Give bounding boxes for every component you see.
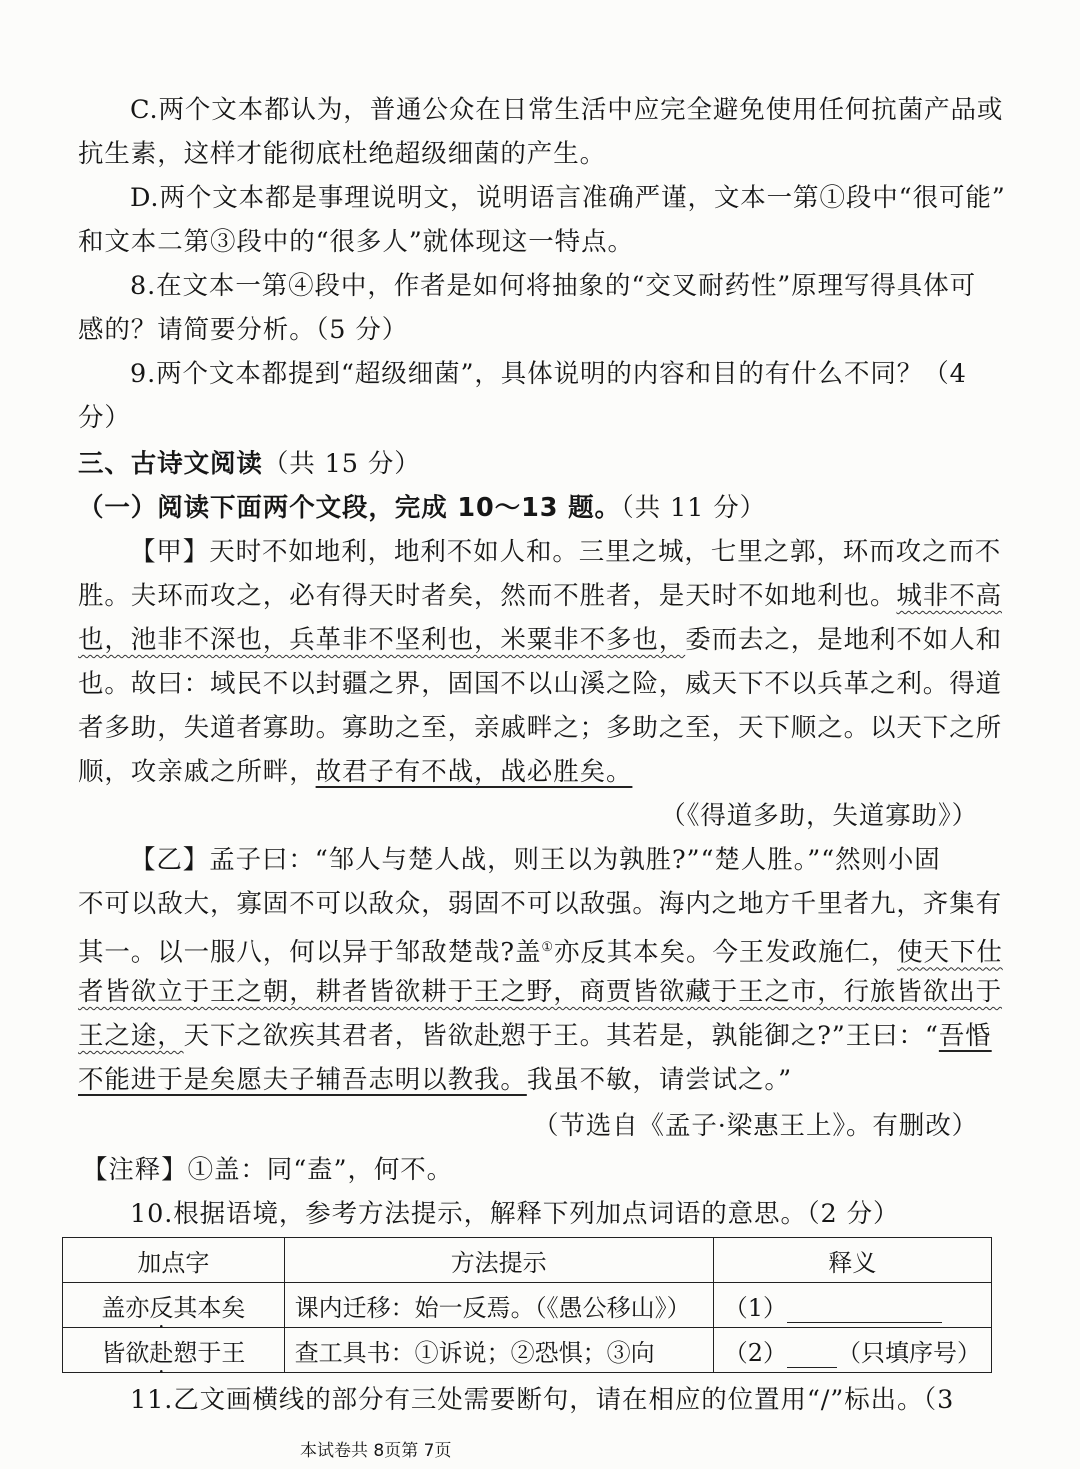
yi-line1: 【乙】孟子曰：“邹人与楚人战，则王以为孰胜?”“楚人胜。”“然则小固 [130, 845, 941, 875]
yi-wavy-text-2: 者皆欲立于王之朝，耕者皆欲耕于王之野，商贾皆欲藏于王之市，行旅皆欲出于 [78, 977, 1003, 1007]
table-row [63, 1328, 992, 1373]
yi-line3-text-a: 其一。以一服八，何以异于邹敌楚哉? [78, 937, 515, 968]
yi-line4 [78, 970, 1003, 1014]
q8-line2: 感的？请简要分析。（5 分） [78, 315, 409, 345]
section3-subheading [78, 486, 998, 530]
row2-word-a: 皆欲 [101, 1338, 150, 1367]
yi-line5-text-b: 于王。其若是，孰能御之?”王曰：“ [526, 1021, 939, 1051]
yi-line3-text-c: 其本矣。今王发政施仁， [606, 937, 898, 968]
dotted-word-fusu: 赴愬 [474, 1021, 527, 1051]
row1-hint: 课内迁移：始一反焉。（《愚公移山》） [284, 1283, 713, 1328]
row2-word [63, 1328, 285, 1373]
q9-line1: 9.两个文本都提到“超级细菌”，具体说明的内容和目的有什么不同？（4 [130, 359, 967, 389]
jia-wavy-text-1: 城非不高 [896, 581, 1003, 611]
row2-answer-blank[interactable] [787, 1343, 837, 1368]
row2-answer [713, 1328, 991, 1373]
row2-hint: 查工具书：①诉说；②恐惧；③向 [284, 1328, 713, 1373]
table-header-word: 加点字 [63, 1238, 285, 1283]
jia-line2 [78, 574, 1003, 618]
q7-option-c-line2: 抗生素，这样才能彻底杜绝超级细菌的产生。 [78, 139, 607, 169]
table-header-hint: 方法提示 [284, 1238, 713, 1283]
q11-line1: 11.乙文画横线的部分有三处需要断句，请在相应的位置用“/”标出。（3 [130, 1385, 955, 1415]
q10-prompt: 10.根据语境，参考方法提示，解释下列加点词语的意思。（2 分） [130, 1199, 900, 1229]
q7-option-c-line1: C.两个文本都认为，普通公众在日常生活中应完全避免使用任何抗菌产品或 [130, 95, 1004, 125]
subsection1-score: （共 11 分） [620, 493, 767, 523]
jia-source: （《得道多助，失道寡助》） [660, 801, 978, 831]
row1-answer-blank[interactable] [787, 1298, 942, 1323]
row2-word-b: 愬于王 [173, 1338, 246, 1367]
table-header-meaning: 释义 [713, 1238, 991, 1283]
yi-line2: 不可以敌大，寡固不可以敌众，弱固不可以敌强。海内之地方千里者九，齐集有 [78, 889, 1003, 919]
q7-option-d-line2: 和文本二第③段中的“很多人”就体现这一特点。 [78, 227, 634, 257]
row2-answer-note: （只填序号） [836, 1338, 981, 1367]
yi-line3 [78, 926, 1003, 970]
yi-line5-text-a: 天下之欲疾其君者，皆欲 [183, 1021, 475, 1051]
jia-line3-text: 委而去之，是地利不如人和 [685, 625, 1003, 655]
jia-line3 [78, 618, 1003, 662]
yi-underlined-text-1: 吾惛 [938, 1021, 992, 1051]
jia-line2-text: 胜。夫环而攻之，必有得天时者矣，然而不胜者，是天时不如地利也。 [78, 581, 897, 611]
yi-gai: 盖 [514, 937, 542, 968]
q8-line1: 8.在文本一第④段中，作者是如何将抽象的“交叉耐药性”原理写得具体可 [130, 271, 977, 301]
dotted-word-fan: 反 [580, 937, 607, 968]
yi-source: （节选自《孟子·梁惠王上》。有删改） [532, 1111, 978, 1141]
table-header-row [63, 1238, 992, 1283]
section3-score: （共 15 分） [262, 449, 421, 479]
q10-table [62, 1237, 992, 1373]
row2-dotted-char: 赴 [149, 1338, 174, 1367]
section3-heading [78, 442, 998, 486]
row1-word-a: 盖亦 [101, 1293, 150, 1322]
jia-underlined-sentence: 故君子有不战，战必胜矣。 [315, 757, 633, 787]
jia-line5: 者多助，失道者寡助。寡助之至，亲戚畔之；多助之至，天下顺之。以天下之所 [78, 713, 1003, 743]
jia-line1: 【甲】天时不如地利，地利不如人和。三里之城，七里之郭，环而攻之而不 [130, 537, 1002, 567]
yi-line6-text: 我虽不敏，请尝试之。” [526, 1065, 792, 1095]
footnote-marker: ① [541, 940, 554, 955]
row1-word-b: 其本矣 [173, 1293, 246, 1322]
yi-yi: 亦 [553, 937, 581, 968]
section3-title: 三、古诗文阅读 [78, 449, 263, 479]
row2-answer-label: （2） [723, 1338, 787, 1367]
jia-wavy-text-2: 也，池非不深也，兵革非不坚利也，米粟非不多也， [78, 625, 686, 655]
row1-answer-label: （1） [723, 1293, 787, 1322]
jia-line6-text: 顺，攻亲戚之所畔， [78, 757, 316, 787]
page-footer: 本试卷共 8页第 7页 [300, 1441, 452, 1461]
jia-line4: 也。故曰：域民不以封疆之界，固国不以山溪之险，威天下不以兵革之利。得道 [78, 669, 1003, 699]
yi-line5 [78, 1014, 998, 1058]
row1-word [63, 1283, 285, 1328]
jia-line6 [78, 750, 998, 794]
row1-dotted-char: 反 [149, 1293, 174, 1322]
yi-line6 [78, 1058, 998, 1102]
yi-wavy-text-3: 王之途， [78, 1021, 184, 1051]
yi-wavy-text-1: 使天下仕 [897, 937, 1003, 968]
table-row [63, 1283, 992, 1328]
yi-underlined-text-2: 不能进于是矣愿夫子辅吾志明以教我。 [78, 1065, 527, 1095]
annotation-note: 【注释】①盖：同“盍”，何不。 [82, 1155, 454, 1185]
q9-line2: 分） [78, 403, 131, 433]
row1-answer [713, 1283, 991, 1328]
subsection1-title: （一）阅读下面两个文段，完成 10～13 题。 [78, 493, 621, 523]
q7-option-d-line1: D.两个文本都是事理说明文，说明语言准确严谨，文本一第①段中“很可能” [130, 183, 1006, 213]
